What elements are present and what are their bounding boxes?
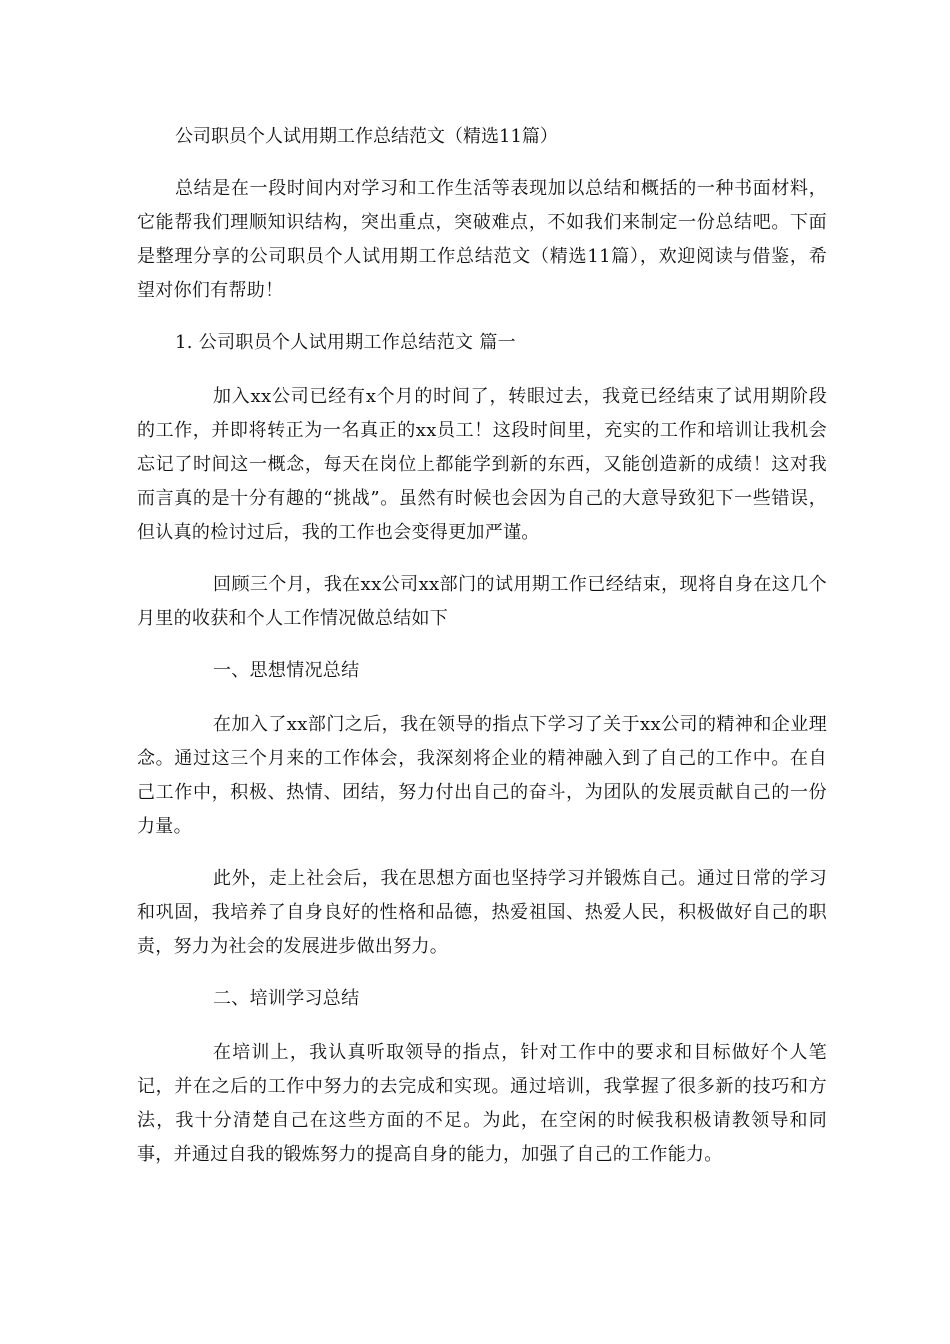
body-paragraph-3: 在加入了xx部门之后，我在领导的指点下学习了关于xx公司的精神和企业理念。通过这三个月来的工作体会，我深刻将企业的精神融入到了自己的工作中。在自己工作中，积极、热情、团结，努力付出自己的奋斗，为团队的发展贡献自己的一份力量。 <box>137 714 827 837</box>
body-paragraph-2: 回顾三个月，我在xx公司xx部门的试用期工作已经结束，现将自身在这几个月里的收获和个人工作情况做总结如下 <box>137 574 827 629</box>
document-title: 公司职员个人试用期工作总结范文（精选11篇） <box>175 126 558 147</box>
section-heading: 1. 公司职员个人试用期工作总结范文 篇一 <box>175 332 516 353</box>
body-paragraph-5: 在培训上，我认真听取领导的指点，针对工作中的要求和目标做好个人笔记，并在之后的工作中努力的去完成和实现。通过培训，我掌握了很多新的技巧和方法，我十分清楚自己在这些方面的不足。为此，在空闲的时候我积极请教领导和同事，并通过自我的锻炼努力的提高自身的能力，加强了自己的工作能力。 <box>137 1042 827 1165</box>
body-paragraph-4: 此外，走上社会后，我在思想方面也坚持学习并锻炼自己。通过日常的学习和巩固，我培养了自身良好的性格和品德，热爱祖国、热爱人民，积极做好自己的职责，努力为社会的发展进步做出努力。 <box>137 868 827 957</box>
document-page <box>137 118 827 1190</box>
body-paragraph-1: 加入xx公司已经有x个月的时间了，转眼过去，我竟已经结束了试用期阶段的工作，并即将转正为一名真正的xx员工！这段时间里，充实的工作和培训让我机会忘记了时间这一概念，每天在岗位上都能学到新的东西，又能创造新的成绩！这对我而言真的是十分有趣的“挑战”。虽然有时候也会因为自己的大意导致犯下一些错误，但认真的检讨过后，我的工作也会变得更加严谨。 <box>137 386 827 543</box>
subheading-training: 二、培训学习总结 <box>213 988 360 1009</box>
intro-paragraph: 总结是在一段时间内对学习和工作生活等表现加以总结和概括的一种书面材料，它能帮我们理顺知识结构，突出重点，突破难点，不如我们来制定一份总结吧。下面是整理分享的公司职员个人试用期工作总结范文（精选11篇），欢迎阅读与借鉴，希望对你们有帮助！ <box>137 178 827 301</box>
subheading-thoughts: 一、思想情况总结 <box>213 660 360 681</box>
